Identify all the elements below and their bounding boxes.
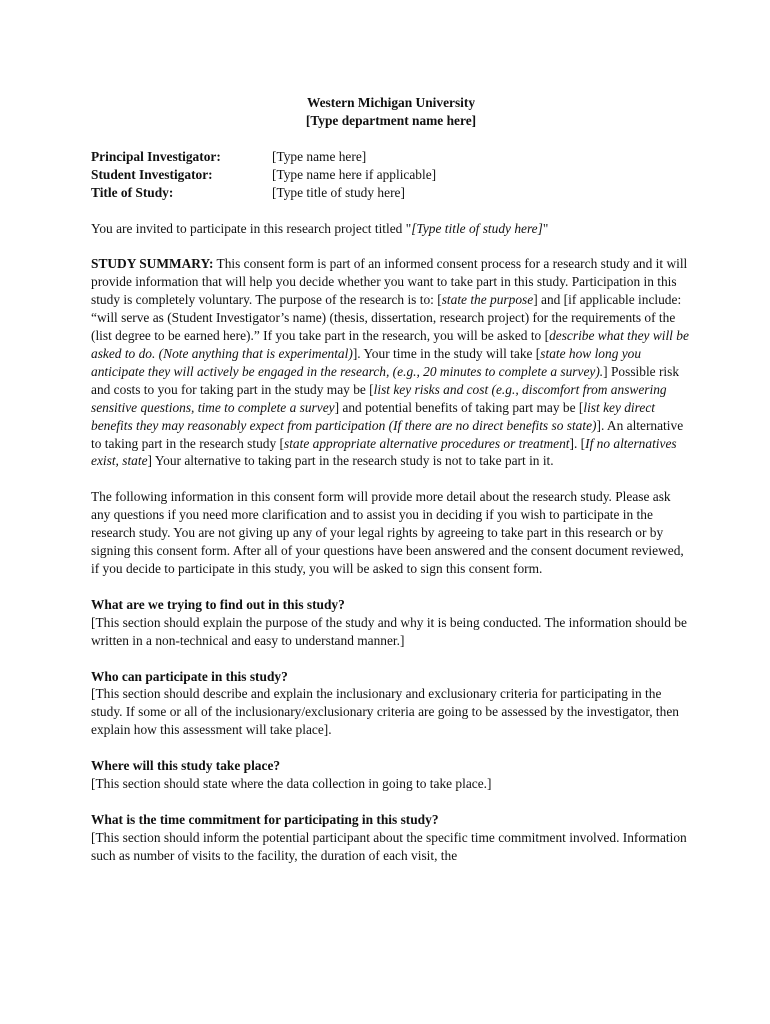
summary-text: ] Your alternative to taking part in the research study is not to take part in it. xyxy=(147,453,554,469)
summary-text: ] and [if applicable include: “will serve as (Student Investigator’s name) (thesis, dissertation, research project) for the requirements of the (list degree to be earned here).” If you take part in the research, you will be asked to [ xyxy=(91,292,682,344)
info-label: Principal Investigator: xyxy=(91,148,221,164)
info-value: [Type title of study here] xyxy=(272,184,405,200)
info-label: Student Investigator: xyxy=(91,166,213,182)
summary-placeholder: list key direct benefits they may reasonably expect from participation (If there are no direct benefits so state) xyxy=(91,399,655,433)
summary-placeholder: state the purpose xyxy=(441,292,534,308)
invitation-study-title: [Type title of study here] xyxy=(411,220,543,236)
summary-placeholder: list key risks and cost (e.g., discomfort from answering sensitive questions, time to complete a survey xyxy=(91,381,667,415)
university-name: Western Michigan University xyxy=(306,95,476,110)
section-location xyxy=(91,757,691,793)
summary-placeholder: If no alternatives exist, state xyxy=(91,435,677,469)
section-body: [This section should inform the potential participant about the specific time commitment involved. Information such as number of visits to the facility, the duration of each visit, the xyxy=(91,829,687,863)
info-row-principal-investigator xyxy=(91,148,691,166)
summary-text: ] Possible risk and costs to you for taking part in the study may be [ xyxy=(91,363,680,397)
info-value: [Type name here] xyxy=(272,148,367,164)
invitation-text: You are invited to participate in this research project titled " xyxy=(91,220,412,236)
info-value: [Type name here if applicable] xyxy=(272,166,437,182)
summary-text: ] and potential benefits of taking part may be [ xyxy=(334,399,584,415)
study-summary-label: STUDY SUMMARY: xyxy=(91,256,214,272)
invitation-quote: " xyxy=(542,220,549,236)
section-heading: Where will this study take place? xyxy=(91,758,281,774)
section-purpose xyxy=(91,596,691,650)
summary-text: ]. Your time in the study will take [ xyxy=(352,345,541,361)
study-info-block xyxy=(91,148,691,202)
invitation-paragraph xyxy=(91,220,691,238)
study-summary-paragraph xyxy=(91,255,691,470)
summary-text: ]. [ xyxy=(569,435,586,451)
section-body: [This section should describe and explain the inclusionary and exclusionary criteria for participating in the study. If some or all of the inclusionary/exclusionary criteria are going to be assessed by the investigator, then explain how this assessment will take place]. xyxy=(91,686,679,738)
info-row-title-of-study xyxy=(91,184,691,202)
department-name: [Type department name here] xyxy=(305,112,477,128)
section-body: [This section should explain the purpose of the study and why it is being conducted. The information should be written in a non-technical and easy to understand manner.] xyxy=(91,614,687,648)
summary-text: This consent form is part of an informed consent process for a research study and it will provide information that will help you decide whether you want to take part in this study. Participation in this study is completely voluntary. The purpose of the research is to: [ xyxy=(91,256,688,308)
info-row-student-investigator xyxy=(91,166,691,184)
section-body: [This section should state where the data collection in going to take place.] xyxy=(91,776,492,792)
summary-text: ]. An alternative to taking part in the research study [ xyxy=(91,417,684,451)
section-time-commitment xyxy=(91,811,691,865)
intro-paragraph: The following information in this consent form will provide more detail about the research study. Please ask any questions if you need more clarification and to assist you in deciding if you wish to participate in the research study. You are not giving up any of your legal rights by agreeing to take part in this research or by signing this consent form. After all of your questions have been answered and the consent document reviewed, if you decide to participate in this study, you will be asked to sign this consent form. xyxy=(91,489,684,576)
section-participants xyxy=(91,668,691,740)
section-heading: What is the time commitment for participating in this study? xyxy=(91,812,439,827)
section-heading: Who can participate in this study? xyxy=(91,668,288,684)
summary-placeholder: state appropriate alternative procedures or treatment xyxy=(284,435,570,451)
section-heading: What are we trying to find out in this study? xyxy=(91,596,345,612)
summary-placeholder: state how long you anticipate they will actively be engaged in the research, (e.g., 20 minutes to complete a survey). xyxy=(91,345,642,379)
document-body xyxy=(91,94,691,865)
info-label: Title of Study: xyxy=(91,184,174,200)
summary-placeholder: describe what they will be asked to do. (Note anything that is experimental) xyxy=(91,328,689,361)
